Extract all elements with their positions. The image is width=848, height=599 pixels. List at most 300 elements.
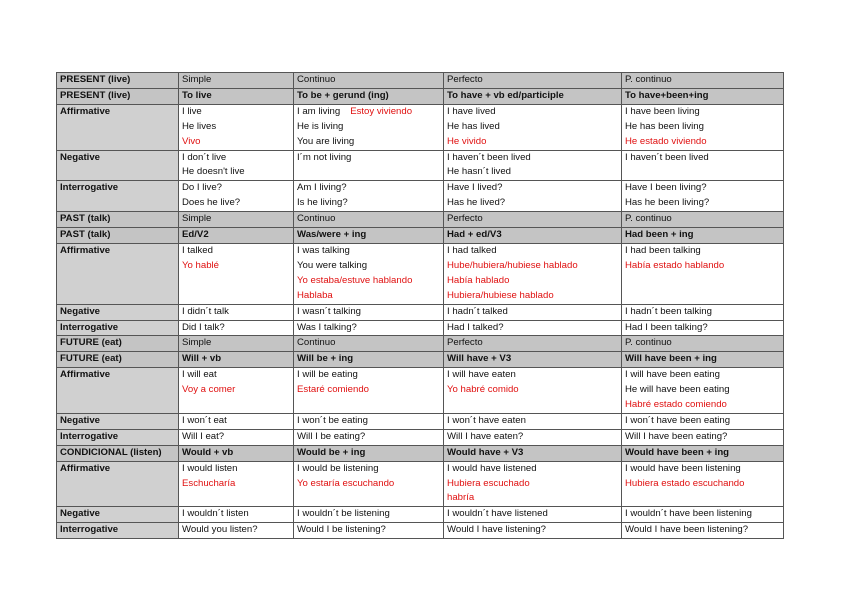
cell-text: Perfecto — [447, 213, 483, 225]
cell-text: Yo hablé — [182, 259, 219, 271]
cell-text: He estado viviendo — [625, 135, 707, 147]
cell-line — [447, 462, 618, 477]
cell-line — [447, 430, 618, 445]
cell-line — [625, 477, 780, 492]
cell-line — [447, 105, 618, 120]
row-label: Negative — [57, 507, 179, 523]
cell-line — [625, 430, 780, 445]
cell-line — [182, 120, 290, 135]
cell-line — [182, 336, 290, 351]
cell-line — [297, 212, 440, 227]
cell-text: Would be + ing — [297, 446, 366, 458]
cell-text: I will be eating — [297, 369, 358, 381]
cell-line — [447, 414, 618, 429]
cell-line — [182, 477, 290, 492]
table-cell — [179, 73, 294, 89]
cell-line — [447, 321, 618, 336]
table-cell — [294, 445, 444, 461]
cell-text: I wouldn´t listen — [182, 508, 249, 520]
cell-line — [447, 523, 618, 538]
cell-text: He has lived — [447, 120, 500, 132]
cell-line — [625, 336, 780, 351]
cell-text: I was talking — [297, 244, 350, 256]
cell-line — [182, 305, 290, 320]
cell-line — [625, 135, 780, 150]
cell-line — [625, 228, 780, 243]
table-row — [57, 461, 784, 507]
table-cell — [622, 212, 784, 228]
table-row — [57, 304, 784, 320]
table-cell — [622, 181, 784, 212]
table-cell — [179, 523, 294, 539]
table-cell — [444, 429, 622, 445]
cell-text: I won´t have been eating — [625, 414, 731, 426]
cell-line — [182, 259, 290, 274]
cell-text: P. continuo — [625, 337, 672, 349]
cell-text: Perfecto — [447, 74, 483, 85]
cell-text: Have I lived? — [447, 182, 503, 194]
table-cell — [444, 445, 622, 461]
cell-text: Habré estado comiendo — [625, 399, 727, 411]
cell-text: Had + ed/V3 — [447, 229, 502, 241]
table-cell — [294, 429, 444, 445]
table-row — [57, 429, 784, 445]
cell-line — [447, 120, 618, 135]
table-cell — [294, 336, 444, 352]
cell-line — [625, 321, 780, 336]
table-cell — [179, 336, 294, 352]
cell-text: I didn´t talk — [182, 305, 229, 317]
cell-text: I would be listening — [297, 462, 379, 474]
cell-line — [182, 446, 290, 461]
cell-text: To have+been+ing — [625, 89, 709, 101]
table-row — [57, 413, 784, 429]
cell-line — [182, 368, 290, 383]
cell-text: I had talked — [447, 244, 497, 256]
table-cell — [179, 445, 294, 461]
table-cell — [444, 243, 622, 304]
cell-line — [625, 305, 780, 320]
cell-line — [297, 73, 440, 88]
cell-line — [297, 289, 440, 304]
table-cell — [179, 228, 294, 244]
cell-text: I haven´t been lived — [625, 151, 709, 163]
table-row — [57, 181, 784, 212]
cell-line — [625, 89, 780, 104]
cell-line — [297, 120, 440, 135]
cell-text: To be + gerund (ing) — [297, 89, 389, 101]
cell-line — [182, 105, 290, 120]
cell-text: I haven´t been lived — [447, 151, 531, 163]
row-label: Negative — [57, 304, 179, 320]
cell-line — [297, 446, 440, 461]
cell-line — [625, 105, 780, 120]
cell-line — [447, 352, 618, 367]
cell-text: Continuo — [297, 213, 336, 225]
table-cell — [444, 104, 622, 150]
cell-line — [297, 151, 440, 166]
cell-line — [625, 446, 780, 461]
cell-text: Would have been + ing — [625, 446, 730, 458]
cell-text: He is living — [297, 120, 344, 132]
cell-text: Hube/hubiera/hubiese hablado — [447, 259, 578, 271]
cell-line — [182, 414, 290, 429]
table-cell — [622, 243, 784, 304]
cell-text: I don´t live — [182, 151, 227, 163]
cell-line — [447, 135, 618, 150]
table-cell — [444, 461, 622, 507]
table-cell — [294, 150, 444, 181]
cell-line — [182, 383, 290, 398]
cell-line — [447, 289, 618, 304]
cell-text: I won´t have eaten — [447, 414, 526, 426]
cell-text: Ed/V2 — [182, 229, 209, 241]
table-cell — [179, 243, 294, 304]
cell-line — [625, 368, 780, 383]
cell-text: Will be + ing — [297, 353, 354, 365]
table-row — [57, 228, 784, 244]
cell-line — [182, 462, 290, 477]
table-cell — [622, 73, 784, 89]
table-cell — [622, 368, 784, 414]
cell-line — [447, 212, 618, 227]
row-label: Affirmative — [57, 104, 179, 150]
table-row — [57, 104, 784, 150]
table-cell — [444, 304, 622, 320]
table-cell — [622, 445, 784, 461]
cell-line — [297, 523, 440, 538]
cell-text: Will I have eaten? — [447, 430, 524, 442]
table-cell — [444, 368, 622, 414]
cell-text: I would have been listening — [625, 462, 741, 474]
cell-line — [297, 228, 440, 243]
cell-line — [182, 89, 290, 104]
cell-text: I won´t be eating — [297, 414, 368, 426]
cell-line — [625, 414, 780, 429]
table-cell — [294, 523, 444, 539]
cell-text: Has he lived? — [447, 197, 506, 209]
cell-text: Would I be listening? — [297, 524, 386, 536]
cell-text: He lives — [182, 120, 217, 132]
cell-line — [297, 414, 440, 429]
table-row — [57, 523, 784, 539]
cell-line — [447, 181, 618, 196]
cell-line — [447, 507, 618, 522]
cell-line — [447, 244, 618, 259]
table-cell — [294, 212, 444, 228]
cell-line — [182, 212, 290, 227]
cell-text: I have lived — [447, 105, 496, 117]
cell-line — [447, 336, 618, 351]
table-cell — [622, 352, 784, 368]
table-row — [57, 212, 784, 228]
table-cell — [294, 73, 444, 89]
cell-text: Would I have listening? — [447, 524, 547, 536]
table-cell — [294, 228, 444, 244]
verb-tenses-table — [56, 72, 784, 539]
cell-text: Hubiera estado escuchando — [625, 477, 745, 489]
row-label: FUTURE (eat) — [57, 336, 179, 352]
cell-text: He has been living — [625, 120, 704, 132]
cell-text: Would I have been listening? — [625, 524, 749, 536]
row-label: FUTURE (eat) — [57, 352, 179, 368]
cell-line — [182, 151, 290, 166]
cell-text: Had been + ing — [625, 229, 694, 241]
table-cell — [294, 352, 444, 368]
cell-text: habría — [447, 492, 475, 504]
table-cell — [179, 461, 294, 507]
cell-text: Eschucharía — [182, 477, 236, 489]
table-cell — [444, 523, 622, 539]
table-cell — [622, 413, 784, 429]
cell-text: I won´t eat — [182, 414, 227, 426]
cell-line — [625, 383, 780, 398]
cell-text: Will have + V3 — [447, 353, 512, 365]
cell-text: I wouldn´t have been listening — [625, 508, 752, 520]
cell-line — [625, 523, 780, 538]
row-label: Interrogative — [57, 320, 179, 336]
cell-line — [297, 321, 440, 336]
cell-text: I wouldn´t have listened — [447, 508, 548, 520]
cell-text: Voy a comer — [182, 384, 236, 396]
cell-text: He vivido — [447, 135, 487, 147]
cell-text: Simple — [182, 337, 212, 349]
cell-line — [447, 151, 618, 166]
table-cell — [294, 181, 444, 212]
cell-text: Simple — [182, 213, 212, 225]
table-cell — [622, 104, 784, 150]
table-row — [57, 336, 784, 352]
cell-text: I would listen — [182, 462, 238, 474]
table-cell — [294, 88, 444, 104]
cell-line — [182, 507, 290, 522]
cell-text: I wouldn´t be listening — [297, 508, 390, 520]
cell-text: Has he been living? — [625, 197, 710, 209]
cell-line — [182, 165, 290, 180]
cell-line — [625, 181, 780, 196]
table-cell — [622, 429, 784, 445]
cell-line — [625, 352, 780, 367]
cell-text: Would you listen? — [182, 524, 258, 536]
cell-line — [625, 151, 780, 166]
row-label: PRESENT (live) — [57, 73, 179, 89]
table-cell — [622, 507, 784, 523]
table-cell — [622, 150, 784, 181]
cell-line — [625, 196, 780, 211]
cell-text: Would have + V3 — [447, 446, 524, 458]
cell-line — [447, 196, 618, 211]
row-label: PAST (talk) — [57, 228, 179, 244]
table-cell — [444, 150, 622, 181]
table-cell — [444, 73, 622, 89]
table-cell — [179, 181, 294, 212]
cell-line — [625, 212, 780, 227]
cell-line — [297, 336, 440, 351]
cell-line — [297, 181, 440, 196]
cell-text: Have I been living? — [625, 182, 707, 194]
table-cell — [444, 228, 622, 244]
cell-text: Am I living? — [297, 182, 347, 194]
table-cell — [179, 212, 294, 228]
table-cell — [444, 88, 622, 104]
cell-text: P. continuo — [625, 213, 672, 225]
cell-text: Would + vb — [182, 446, 234, 458]
cell-text: I will eat — [182, 369, 217, 381]
table-cell — [622, 304, 784, 320]
cell-text: Was I talking? — [297, 321, 357, 333]
cell-line — [447, 259, 618, 274]
cell-text: I wasn´t talking — [297, 305, 361, 317]
row-label: PAST (talk) — [57, 212, 179, 228]
table-cell — [622, 461, 784, 507]
cell-line — [447, 305, 618, 320]
cell-line — [182, 73, 290, 88]
table-row — [57, 445, 784, 461]
table-cell — [444, 181, 622, 212]
cell-line — [297, 274, 440, 289]
table-cell — [622, 320, 784, 336]
row-label: PRESENT (live) — [57, 88, 179, 104]
table-cell — [622, 523, 784, 539]
cell-text: Estaré comiendo — [297, 384, 369, 396]
cell-text: To live — [182, 89, 212, 101]
cell-text: Yo estaría escuchando — [297, 477, 395, 489]
cell-line — [297, 430, 440, 445]
row-label: CONDICIONAL (listen) — [57, 445, 179, 461]
cell-text: Yo estaba/estuve hablando — [297, 274, 413, 286]
cell-text: Perfecto — [447, 337, 483, 349]
cell-text: Did I talk? — [182, 321, 225, 333]
cell-line — [182, 430, 290, 445]
table-cell — [294, 507, 444, 523]
cell-line — [447, 446, 618, 461]
table-row — [57, 243, 784, 304]
row-label: Interrogative — [57, 181, 179, 212]
table-cell — [179, 150, 294, 181]
table-cell — [179, 368, 294, 414]
cell-line — [447, 89, 618, 104]
cell-text: I hadn´t talked — [447, 305, 508, 317]
cell-text: I will have been eating — [625, 369, 720, 381]
cell-text: I´m not living — [297, 151, 352, 163]
table-row — [57, 368, 784, 414]
cell-text: Do I live? — [182, 182, 222, 194]
cell-line — [447, 491, 618, 506]
table-cell — [294, 320, 444, 336]
cell-text: Simple — [182, 74, 212, 85]
table-cell — [294, 104, 444, 150]
cell-line — [447, 368, 618, 383]
cell-line — [297, 196, 440, 211]
cell-line — [625, 398, 780, 413]
cell-text: Había estado hablando — [625, 259, 725, 271]
cell-line — [297, 89, 440, 104]
cell-text: To have + vb ed/participle — [447, 89, 564, 101]
cell-text: Había hablado — [447, 274, 510, 286]
cell-text: He will have been eating — [625, 384, 730, 396]
cell-line — [182, 181, 290, 196]
cell-line — [447, 73, 618, 88]
table-cell — [294, 413, 444, 429]
table-cell — [179, 352, 294, 368]
cell-text: Will have been + ing — [625, 353, 717, 365]
table-cell — [179, 88, 294, 104]
cell-line — [625, 259, 780, 274]
cell-text: Vivo — [182, 135, 201, 147]
table-row — [57, 320, 784, 336]
table-cell — [444, 352, 622, 368]
cell-text: Had I been talking? — [625, 321, 708, 333]
cell-line — [625, 73, 780, 88]
table-cell — [622, 228, 784, 244]
cell-line — [625, 507, 780, 522]
cell-text: Continuo — [297, 337, 336, 349]
cell-line — [297, 352, 440, 367]
cell-line — [625, 244, 780, 259]
cell-text: I am living — [297, 105, 341, 117]
table-cell — [444, 507, 622, 523]
cell-line — [297, 135, 440, 150]
table-cell — [444, 336, 622, 352]
table-row — [57, 352, 784, 368]
cell-line — [297, 244, 440, 259]
table-row — [57, 507, 784, 523]
cell-text: Was/were + ing — [297, 229, 367, 241]
cell-text: P. continuo — [625, 74, 672, 85]
cell-text: I will have eaten — [447, 369, 516, 381]
cell-text: Will + vb — [182, 353, 222, 365]
table-cell — [622, 336, 784, 352]
cell-line — [447, 165, 618, 180]
cell-line — [182, 135, 290, 150]
table-body — [57, 73, 784, 539]
cell-line — [447, 477, 618, 492]
cell-text: Does he live? — [182, 197, 241, 209]
row-label: Interrogative — [57, 429, 179, 445]
table-cell — [294, 368, 444, 414]
cell-text: You were talking — [297, 259, 368, 271]
row-label: Negative — [57, 150, 179, 181]
cell-line — [182, 196, 290, 211]
cell-line — [297, 462, 440, 477]
cell-line — [297, 305, 440, 320]
cell-text: Is he living? — [297, 197, 348, 209]
row-label: Interrogative — [57, 523, 179, 539]
cell-text: Continuo — [297, 74, 336, 85]
cell-text: I had been talking — [625, 244, 701, 256]
table-cell — [179, 507, 294, 523]
table-cell — [179, 304, 294, 320]
row-label: Affirmative — [57, 243, 179, 304]
cell-text: Hubiera/hubiese hablado — [447, 289, 554, 301]
cell-text: Will I eat? — [182, 430, 225, 442]
cell-text: Will I be eating? — [297, 430, 366, 442]
cell-text: Had I talked? — [447, 321, 504, 333]
cell-line — [182, 523, 290, 538]
cell-line — [182, 352, 290, 367]
cell-translation: Estoy viviendo — [350, 105, 413, 117]
row-label: Affirmative — [57, 368, 179, 414]
table-cell — [622, 88, 784, 104]
cell-line — [182, 228, 290, 243]
row-label: Negative — [57, 413, 179, 429]
row-label: Affirmative — [57, 461, 179, 507]
table-cell — [444, 320, 622, 336]
cell-line — [297, 105, 440, 120]
cell-text: Hubiera escuchado — [447, 477, 530, 489]
cell-line — [297, 368, 440, 383]
table-row — [57, 73, 784, 89]
